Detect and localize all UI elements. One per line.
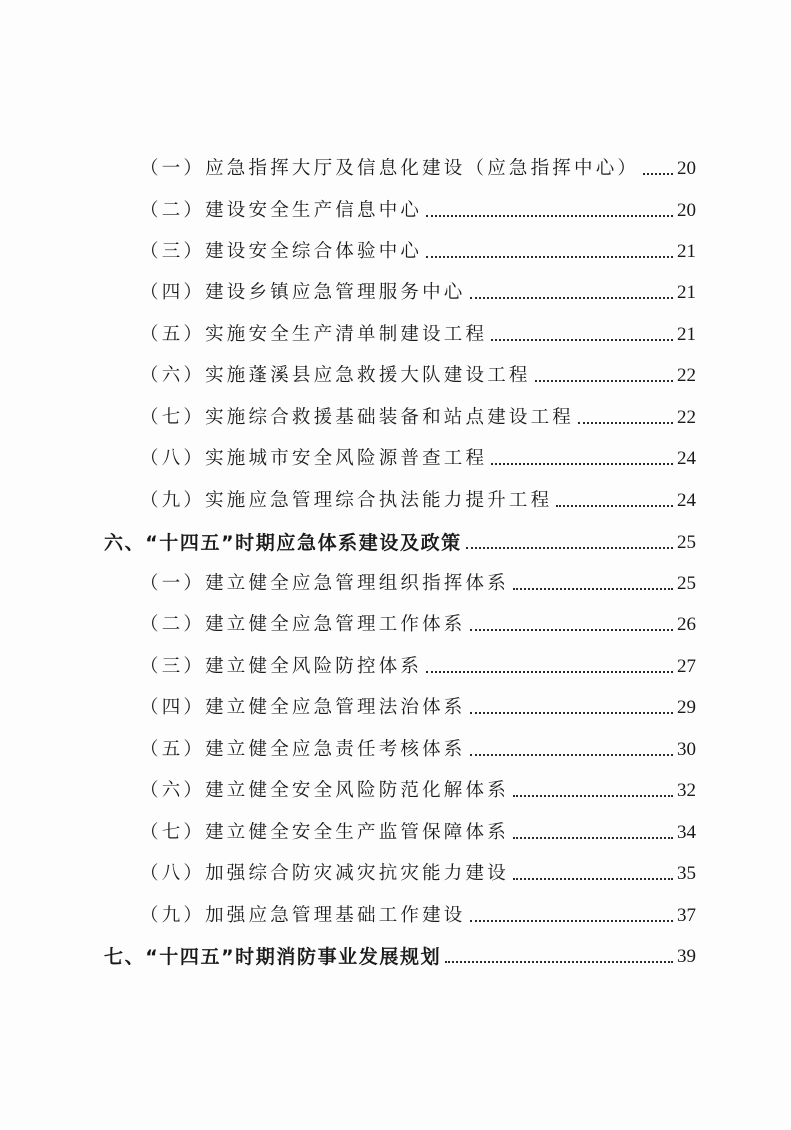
toc-entry-label: （六）实施蓬溪县应急救援大队建设工程 bbox=[140, 365, 531, 386]
dot-leader bbox=[535, 380, 673, 382]
dot-leader bbox=[426, 671, 673, 673]
toc-page-number: 24 bbox=[677, 448, 696, 469]
toc-entry-label: （九）加强应急管理基础工作建设 bbox=[140, 905, 466, 926]
toc-page-number: 30 bbox=[677, 739, 696, 760]
toc-page-number: 25 bbox=[677, 532, 696, 553]
toc-chapter-label: 七、“十四五”时期消防事业发展规划 bbox=[104, 946, 442, 968]
dot-leader bbox=[445, 961, 673, 963]
toc-entry[interactable] bbox=[140, 818, 696, 848]
toc-page-number: 20 bbox=[677, 200, 696, 221]
toc-entry-label: （二）建立健全应急管理工作体系 bbox=[140, 614, 466, 635]
toc-entry[interactable] bbox=[140, 237, 696, 267]
toc-entry[interactable] bbox=[140, 154, 696, 184]
toc-entry-label: （八）实施城市安全风险源普查工程 bbox=[140, 448, 488, 469]
toc-entry-label: （六）建立健全安全风险防范化解体系 bbox=[140, 780, 509, 801]
toc-entry[interactable] bbox=[140, 901, 696, 931]
toc-entry[interactable] bbox=[140, 403, 696, 433]
toc-page-number: 35 bbox=[677, 863, 696, 884]
toc-page-number: 25 bbox=[677, 573, 696, 594]
dot-leader bbox=[491, 339, 673, 341]
toc-entry-label: （三）建立健全风险防控体系 bbox=[140, 656, 423, 677]
toc-page-number: 34 bbox=[677, 822, 696, 843]
toc-entry-label: （五）建立健全应急责任考核体系 bbox=[140, 739, 466, 760]
toc-entry[interactable] bbox=[140, 652, 696, 682]
toc-page-number: 22 bbox=[677, 407, 696, 428]
toc-page-number: 21 bbox=[677, 324, 696, 345]
toc-entry[interactable] bbox=[140, 693, 696, 723]
toc-entry[interactable] bbox=[140, 196, 696, 226]
toc-page-number: 39 bbox=[677, 946, 696, 967]
toc-entry-label: （八）加强综合防灾减灾抗灾能力建设 bbox=[140, 863, 509, 884]
toc-page-number: 37 bbox=[677, 905, 696, 926]
toc-entry-label: （一）建立健全应急管理组织指挥体系 bbox=[140, 573, 509, 594]
toc-entry-label: （七）建立健全安全生产监管保障体系 bbox=[140, 822, 509, 843]
dot-leader bbox=[513, 795, 673, 797]
dot-leader bbox=[513, 878, 673, 880]
toc-entry-label: （五）实施安全生产清单制建设工程 bbox=[140, 324, 488, 345]
toc-entry-label: （四）建设乡镇应急管理服务中心 bbox=[140, 282, 466, 303]
dot-leader bbox=[556, 505, 673, 507]
toc-entry[interactable] bbox=[140, 278, 696, 308]
dot-leader bbox=[426, 215, 673, 217]
dot-leader bbox=[513, 588, 673, 590]
toc-entry[interactable] bbox=[140, 776, 696, 806]
toc-page-number: 32 bbox=[677, 780, 696, 801]
dot-leader bbox=[643, 173, 673, 175]
toc-page-number: 24 bbox=[677, 490, 696, 511]
dot-leader bbox=[470, 754, 673, 756]
toc-page-number: 21 bbox=[677, 241, 696, 262]
toc-entry-label: （一）应急指挥大厅及信息化建设（应急指挥中心） bbox=[140, 158, 640, 179]
toc-entry-label: （九）实施应急管理综合执法能力提升工程 bbox=[140, 490, 553, 511]
dot-leader bbox=[470, 712, 673, 714]
toc-page-number: 26 bbox=[677, 614, 696, 635]
toc-entry-label: （七）实施综合救援基础装备和站点建设工程 bbox=[140, 407, 575, 428]
toc-page-number: 21 bbox=[677, 282, 696, 303]
toc-page-number: 22 bbox=[677, 365, 696, 386]
toc-entry[interactable] bbox=[140, 361, 696, 391]
toc-entry[interactable] bbox=[140, 735, 696, 765]
dot-leader bbox=[426, 256, 673, 258]
dot-leader bbox=[513, 837, 673, 839]
dot-leader bbox=[578, 422, 673, 424]
toc-entry-label: （三）建设安全综合体验中心 bbox=[140, 241, 423, 262]
toc-entry[interactable] bbox=[140, 486, 696, 516]
dot-leader bbox=[470, 297, 673, 299]
toc-page-number: 27 bbox=[677, 656, 696, 677]
toc-entry[interactable] bbox=[140, 444, 696, 474]
toc-entry-label: （二）建设安全生产信息中心 bbox=[140, 200, 423, 221]
toc-entry[interactable] bbox=[140, 320, 696, 350]
toc-entry[interactable] bbox=[140, 859, 696, 889]
toc-chapter-label: 六、“十四五”时期应急体系建设及政策 bbox=[104, 532, 462, 554]
toc-entry[interactable] bbox=[140, 569, 696, 599]
dot-leader bbox=[470, 629, 673, 631]
toc-chapter-entry[interactable] bbox=[104, 942, 696, 972]
toc-chapter-entry[interactable] bbox=[104, 528, 696, 558]
toc-entry[interactable] bbox=[140, 610, 696, 640]
dot-leader bbox=[470, 920, 673, 922]
dot-leader bbox=[491, 463, 673, 465]
toc-page-number: 29 bbox=[677, 697, 696, 718]
toc-page-number: 20 bbox=[677, 158, 696, 179]
dot-leader bbox=[466, 547, 673, 549]
toc-entry-label: （四）建立健全应急管理法治体系 bbox=[140, 697, 466, 718]
